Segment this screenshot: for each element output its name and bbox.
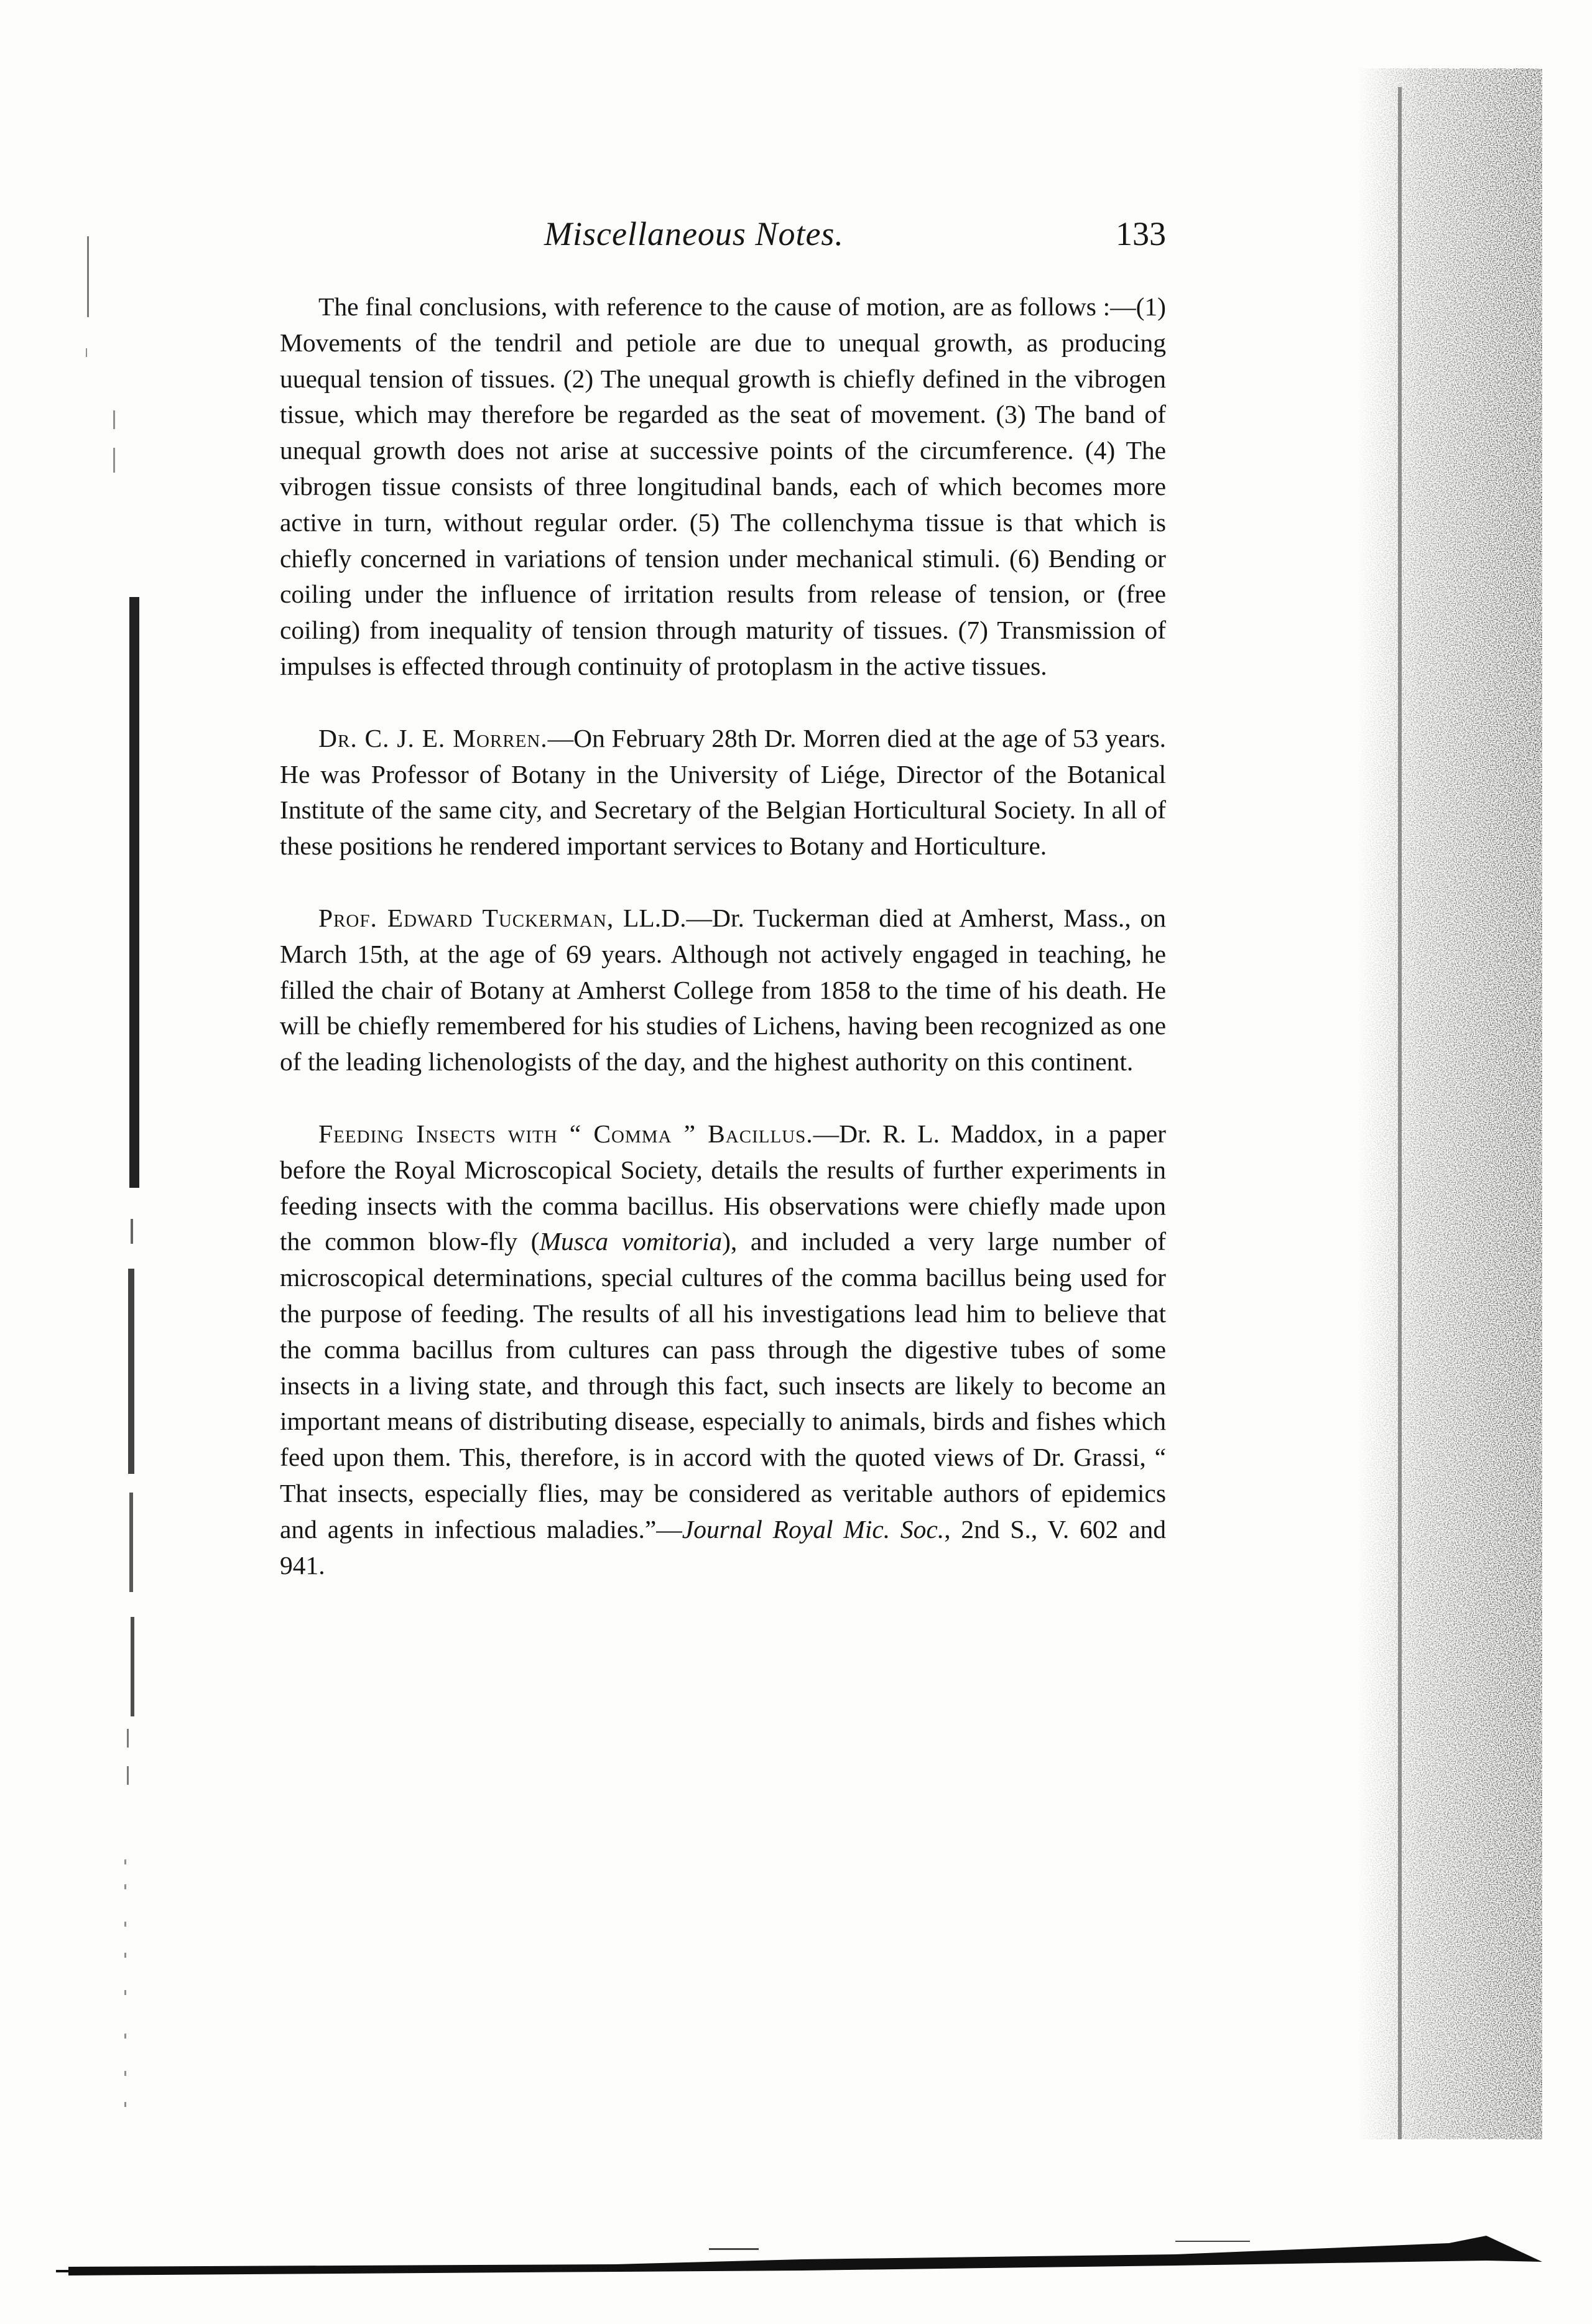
paragraph-morren-obituary [280, 721, 1166, 864]
binding-shadow [0, 0, 187, 2324]
paragraph-text: , 2nd S., V. 602 and 941. [280, 1514, 1167, 1580]
section-heading: Feeding Insects with “ Comma ” Bacillus. [318, 1119, 813, 1148]
paragraph-text: —On February 28th Dr. Morren died at the age of 53 years. He was Professor of Botany in the University of Liége, Director of the Botanical Institute of the same city, and Secretary of the Belgian Horticultural Society. In all of these positions he rendered important services to Botany and Horticulture. [280, 723, 1166, 861]
paragraph-tendril-conclusions [280, 289, 1166, 685]
paragraph-text: LL.D.—Dr. Tuckerman died at Amherst, Mass., on March 15th, at the age of 69 years. Although not actively engaged in teaching, he filled the chair of Botany at Amherst College from 1858 to the time of his death. He will be chiefly remembered for his studies of Lichens, having been recognized as one of the leading lichenologists of the day, and the highest authority on this continent. [280, 903, 1167, 1076]
paragraph-tuckerman-obituary [280, 900, 1166, 1080]
running-head: Miscellaneous Notes. [544, 215, 844, 252]
species-name: Musca vomitoria [539, 1227, 723, 1256]
page-number: 133 [1116, 215, 1166, 252]
section-heading: Prof. Edward Tuckerman, [318, 903, 614, 932]
article-body [280, 289, 1166, 1619]
paragraph-text: —Dr. R. L. Maddox, in a paper before the Royal Microscopical Society, details the results of further experiments in feeding insects with the comma bacillus. His observations were chiefly made upon the common blow-fly ( [280, 1119, 1166, 1256]
paragraph-comma-bacillus [280, 1116, 1166, 1583]
paragraph-text: The final conclusions, with reference to the cause of motion, are as follows :—(1) Movements of the tendril and petiole are due to unequal growth, as producing uuequal tension of tissues. (2) The unequal growth is chiefly defined in the vibrogen tissue, which may therefore be regarded as the seat of movement. (3) The band of unequal growth does not arise at successive points of the circumference. (4) The vibrogen tissue consists of three longitudinal bands, each of which becomes more active in turn, without regular order. (5) The collenchyma tissue is that which is chiefly concerned in variations of tension under mechanical stimuli. (6) Bending or coiling under the influence of irritation results from release of tension, or (free coiling) from inequality of tension through maturity of tissues. (7) Transmission of impulses is effected through continuity of protoplasm in the active tissues. [280, 292, 1166, 680]
page-edge-speckle [1356, 68, 1542, 2139]
bottom-edge-rule [56, 2211, 1548, 2285]
page-header [283, 215, 1166, 258]
journal-citation: Journal Royal Mic. Soc. [682, 1514, 945, 1544]
paragraph-text: ), and included a very large number of microscopical determinations, special cultures of the comma bacillus being used for the purpose of feeding. The results of all his investigations lead him to believe that the comma bacillus from cultures can pass through the digestive tubes of some insects in a living state, and through this fact, such insects are likely to become an important means of distributing disease, especially to animals, birds and fishes which feed upon them. This, therefore, is in accord with the quoted views of Dr. Grassi, “ That insects, especially flies, may be considered as veritable authors of epidemics and agents in infectious maladies.”— [280, 1227, 1166, 1544]
section-heading: Dr. C. J. E. Morren. [318, 723, 548, 752]
